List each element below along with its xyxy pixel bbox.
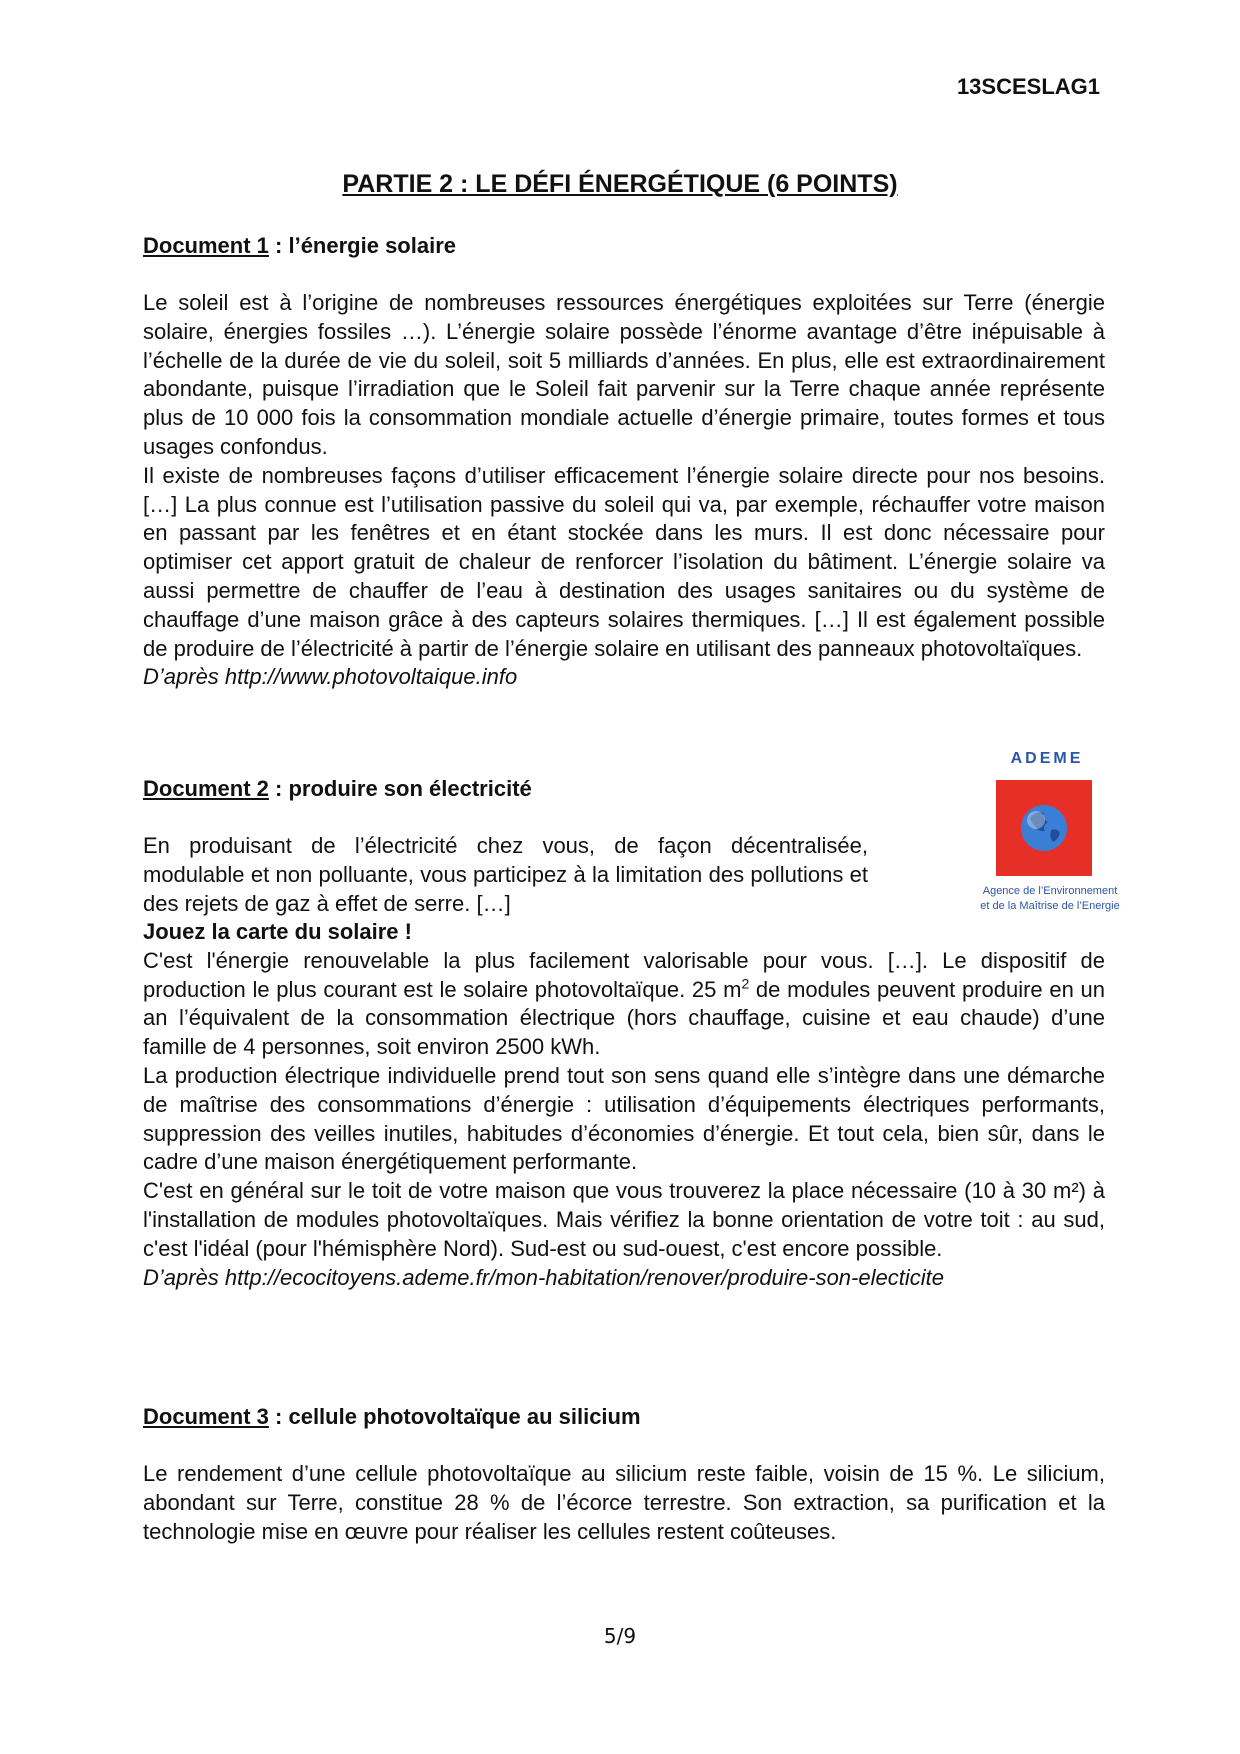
doc1-heading [143,233,456,259]
doc1-number: Document 1 [143,233,269,258]
doc2-source: D’après http://ecocitoyens.ademe.fr/mon-habitation/renover/produire-son-electicite [143,1264,944,1290]
doc1-label: : l’énergie solaire [268,233,456,258]
doc3-label: : cellule photovoltaïque au silicium [268,1404,641,1429]
ademe-logo-square [996,780,1092,876]
doc2-paragraph-1-b: de modules peuvent produire en un an l’équivalent de la consommation électrique (hors chauffage, cuisine et eau chaude) d’une famille de 4 personnes, soit environ 2500 kWh. [143,976,1106,1060]
doc2-paragraph-1-sup: 2 [741,975,750,992]
doc1-body [143,289,1105,692]
doc1-paragraph-2: Il existe de nombreuses façons d’utiliser efficacement l’énergie solaire directe pour nos besoins. […] La plus connue est l’utilisation passive du soleil qui va, par exemple, réchauffer votre maison en passant par les fenêtres et en étant stockée dans les murs. Il est donc nécessaire pour optimiser cet apport gratuit de chaleur de renforcer l’isolation du bâtiment. L’énergie solaire va aussi permettre de chauffer de l’eau à destination des usages sanitaires ou du système de chauffage d’une maison grâce à des capteurs solaires thermiques. […] Il est également possible de produire de l’électricité à partir de l’énergie solaire en utilisant des panneaux photovoltaïques. [143,462,1105,661]
ademe-logo [970,750,1130,914]
page-title: PARTIE 2 : LE DÉFI ÉNERGÉTIQUE (6 POINTS) [342,170,898,198]
page-number: 5/9 [603,1624,637,1648]
doc2-heading [143,776,532,802]
doc1-paragraph-1: Le soleil est à l’origine de nombreuses ressources énergétiques exploitées sur Terre (énergie solaire, énergies fossiles …). L’énergie solaire possède l’énorme avantage d’être inépuisable à l’échelle de la durée de vie du soleil, soit 5 milliards d’années. En plus, elle est extraordinairement abondante, puisque l’irradiation que le Soleil fait parvenir sur la Terre chaque année représente plus de 10 000 fois la consommation mondiale actuelle d’énergie primaire, toutes formes et tous usages confondus. [143,290,1105,459]
doc3-heading [143,1404,641,1430]
document-code: 13SCESLAG1 [956,74,1100,99]
globe-icon [996,780,1092,876]
doc2-paragraph-1 [143,947,1105,1062]
doc3-paragraph-1: Le rendement d’une cellule photovoltaïque au silicium reste faible, voisin de 15 %. Le silicium, abondant sur Terre, constitue 28 % de l’écorce terrestre. Son extraction, sa purification et la technologie mise en œuvre pour réaliser les cellules restent coûteuses. [143,1461,1105,1544]
doc2-paragraph-1-a: C'est l'énergie renouvelable la plus facilement valorisable pour vous. […]. Le dispositif de production le plus courant est le solaire photovoltaïque. 25 m [143,947,1105,1002]
doc2-paragraph-2: La production électrique individuelle prend tout son sens quand elle s’intègre dans une démarche de maîtrise des consommations d’énergie : utilisation d’équipements électriques performants, suppression des veilles inutiles, habitudes d’économies d’énergie. Et tout cela, bien sûr, dans le cadre d’une maison énergétiquement performante. [143,1062,1105,1175]
ademe-caption-line-1: Agence de l’Environnement [982,885,1118,897]
doc2-label: : produire son électricité [268,776,532,801]
doc2-paragraph-3: C'est en général sur le toit de votre maison que vous trouverez la place nécessaire (10 à 30 m²) à l'installation de modules photovoltaïques. Mais vérifiez la bonne orientation de votre toit : au sud, c'est l'idéal (pour l'hémisphère Nord). Sud-est ou sud-ouest, c'est encore possible. [143,1178,1105,1261]
doc2-number: Document 2 [143,776,269,801]
doc2-subheading: Jouez la carte du solaire ! [143,919,412,944]
ademe-logo-caption [970,884,1130,914]
doc3-body [143,1460,1105,1546]
doc2-body [143,918,1105,1292]
doc1-source: D’après http://www.photovoltaique.info [143,664,518,690]
doc2-intro: En produisant de l’électricité chez vous, de façon décentralisée, modulable et non polluante, vous participez à la limitation des pollutions et des rejets de gaz à effet de serre. […] [143,833,868,916]
doc3-number: Document 3 [143,1404,269,1429]
ademe-logo-word: ADEME [1010,750,1084,767]
ademe-caption-line-2: et de la Maîtrise de l’Energie [980,900,1120,912]
